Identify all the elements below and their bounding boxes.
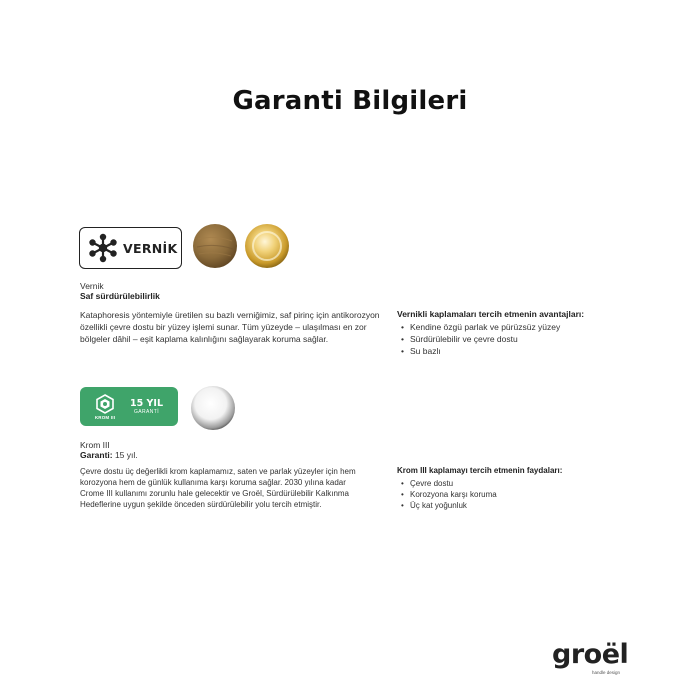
list-item: • Sürdürülebilir ve çevre dostu <box>397 333 560 345</box>
vernik-badge-label: VERNİK <box>123 240 178 256</box>
vernik-description: Kataphoresis yöntemiyle üretilen su bazlı verniğimiz, saf pirinç için antikorozyon özellikli çevre dostu bir yüzey işlemi sunar. Tüm yüzeyde – ulaşılması en zor bölgeler dâhil – eşit kaplama kalınlığını sağlayarak koruma sağlar. <box>80 310 380 344</box>
list-item: • Kendine özgü parlak ve pürüzsüz yüzey <box>397 321 560 333</box>
krom-badge-icon-text: KROM III <box>94 414 116 420</box>
krom-description: Çevre dostu üç değerlikli krom kaplamamız, saten ve parlak yüzeyler için hem korozyona hem de günlük kullanıma karşı koruma sağlar. 2030 yılına kadar Crome III kullanımı zorunlu hale gelecektir ve Groël, Sürdürülebilir Kalkınma Hedeflerine uygun şekilde önceden sürdürülebilir yolu tercih etmiştir. <box>80 467 356 509</box>
krom-badge-icon-group <box>90 394 120 420</box>
krom-warranty-value: 15 yıl. <box>112 450 138 460</box>
list-item: • Üç kat yoğunluk <box>397 500 497 511</box>
molecule-icon <box>88 233 118 263</box>
vernik-subtitle: Saf sürdürülebilirlik <box>80 291 160 301</box>
vernik-advantages-title: Vernikli kaplamaları tercih etmenin avantajları: <box>397 309 585 319</box>
vernik-badge <box>79 227 182 269</box>
krom-warranty-label: Garanti: <box>80 450 113 460</box>
list-item: • Çevre dostu <box>397 478 497 489</box>
page-title: Garanti Bilgileri <box>232 86 468 116</box>
antique-brass-swatch <box>192 223 238 269</box>
krom-advantages-title: Krom III kaplamayı tercih etmenin faydaları: <box>397 466 563 475</box>
polished-brass-swatch <box>244 223 290 269</box>
krom-advantages-list <box>397 478 497 511</box>
list-item: • Su bazlı <box>397 345 560 357</box>
vernik-advantages-list <box>397 321 560 357</box>
list-item: • Korozyona karşı koruma <box>397 489 497 500</box>
krom-badge-years: 15 YIL <box>130 398 163 409</box>
chrome-swatch <box>190 385 236 431</box>
krom-warranty-badge <box>80 387 178 426</box>
krom-name: Krom III <box>80 440 110 450</box>
brand-logo: groël <box>552 639 629 670</box>
krom-badge-years-group <box>130 398 163 415</box>
krom-warranty <box>80 450 138 461</box>
brand-tagline: handle design <box>592 670 621 675</box>
hexagon-icon <box>95 394 115 414</box>
vernik-name: Vernik <box>80 281 104 291</box>
krom-badge-sub: GARANTİ <box>133 409 160 415</box>
